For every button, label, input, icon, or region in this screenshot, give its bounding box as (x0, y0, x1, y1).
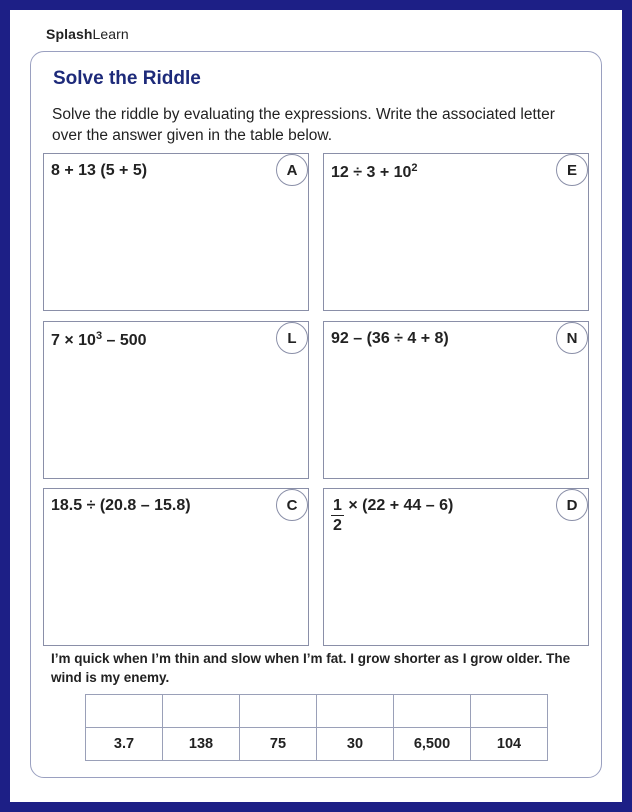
expression-box-n (323, 321, 589, 479)
letter-badge: A (276, 154, 308, 186)
expression-box-e (323, 153, 589, 311)
letter-badge: E (556, 154, 588, 186)
letter-cell[interactable] (163, 695, 240, 728)
letter-badge: C (276, 489, 308, 521)
letter-cell[interactable] (86, 695, 163, 728)
answer-cell: 138 (163, 728, 240, 761)
expression-box-l (43, 321, 309, 479)
expression: $12 \div 3 + 10^2$ (331, 162, 418, 181)
worksheet-card (30, 51, 602, 778)
answer-row (86, 728, 548, 761)
page-title: Solve the Riddle (53, 68, 201, 89)
expression: 92 – (36 ÷ 4 + 8) (331, 330, 449, 347)
letter-badge: N (556, 322, 588, 354)
answer-cell: 104 (471, 728, 548, 761)
letter-cell[interactable] (317, 695, 394, 728)
riddle-text: I’m quick when I’m thin and slow when I’m fat. I grow shorter as I grow older. The wind is my enemy. (51, 651, 571, 685)
splashlearn-logo: SplashLearn (46, 26, 129, 42)
letter-cell[interactable] (471, 695, 548, 728)
instructions: Solve the riddle by evaluating the expressions. Write the associated letter over the answer given in the table below. (52, 106, 555, 144)
expression-box-c (43, 488, 309, 646)
expression: $\frac{1}{2}$ × (22 + 44 – 6) (333, 497, 454, 534)
answer-cell: 30 (317, 728, 394, 761)
letter-badge: D (556, 489, 588, 521)
letter-cell[interactable] (394, 695, 471, 728)
answer-cell: 75 (240, 728, 317, 761)
expression-box-a (43, 153, 309, 311)
answer-cell: 6,500 (394, 728, 471, 761)
letter-badge: L (276, 322, 308, 354)
expression-box-d (323, 488, 589, 646)
answer-table (85, 694, 548, 761)
letter-cell[interactable] (240, 695, 317, 728)
expression: $7 \times 10^3 - 500$ (51, 330, 147, 349)
fraction: $\frac{1}{2}$ (333, 497, 342, 534)
answer-cell: 3.7 (86, 728, 163, 761)
letter-row (86, 695, 548, 728)
worksheet-page (10, 10, 622, 802)
expression: 18.5 ÷ (20.8 – 15.8) (51, 497, 191, 514)
expression: 8 + 13 (5 + 5) (51, 162, 148, 179)
